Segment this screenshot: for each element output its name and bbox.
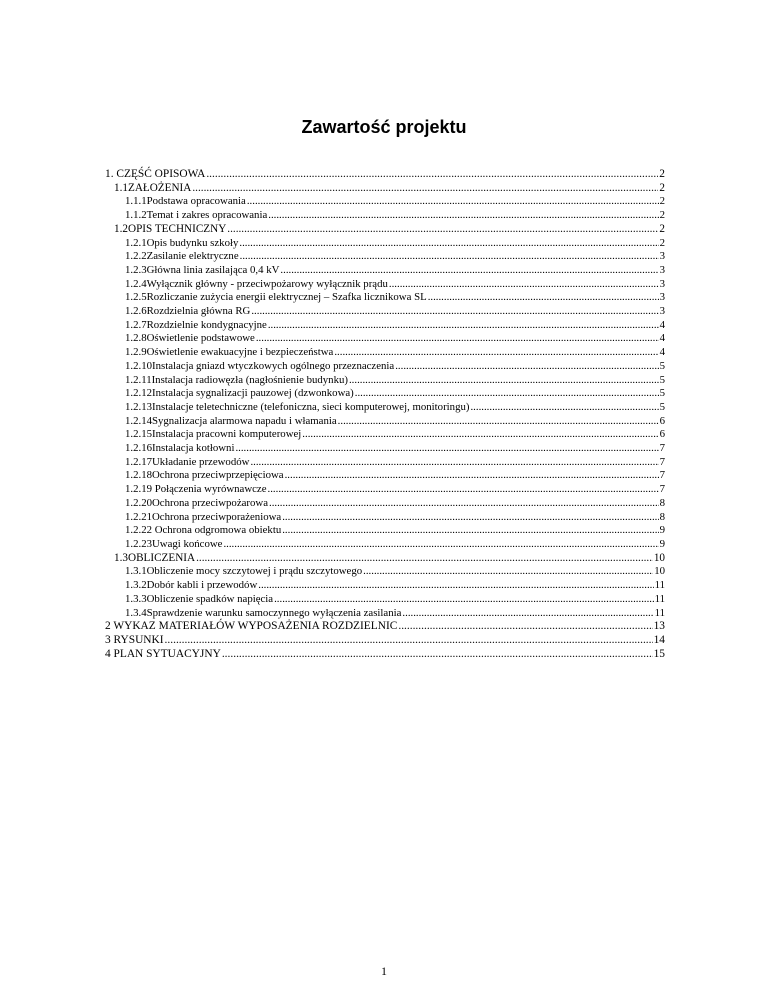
toc-entry[interactable] (105, 374, 665, 388)
toc-leader-dots (389, 278, 659, 292)
toc-entry-title: 1.2.13Instalacje teletechniczne (telefoniczna, sieci komputerowej, monitoringu) (125, 400, 470, 413)
toc-entry-title: 1.2OPIS TECHNICZNY (114, 222, 227, 235)
toc-leader-dots (282, 511, 658, 525)
toc-entry[interactable] (105, 346, 665, 360)
toc-entry[interactable] (105, 620, 665, 634)
toc-leader-dots (268, 209, 658, 223)
toc-leader-dots (165, 634, 653, 648)
toc-entry[interactable] (105, 634, 665, 648)
toc-leader-dots (227, 223, 658, 237)
toc-entry-page: 3 (659, 305, 665, 318)
toc-entry-title: 1.2.9Oświetlenie ewakuacyjne i bezpieczeństwa (125, 346, 334, 359)
toc-entry[interactable] (105, 456, 665, 470)
toc-leader-dots (222, 648, 653, 662)
toc-entry[interactable] (105, 497, 665, 511)
toc-entry-page: 7 (659, 455, 665, 468)
toc-leader-dots (363, 565, 653, 579)
toc-leader-dots (470, 401, 658, 415)
toc-entry-page: 3 (659, 291, 665, 304)
toc-entry-title: 1.2.15Instalacja pracowni komputerowej (125, 428, 302, 441)
toc-entry-page: 9 (659, 537, 665, 550)
toc-entry[interactable] (105, 579, 665, 593)
toc-entry-title: 1.2.11Instalacja radiowęzła (nagłośnienie budynku) (125, 373, 348, 386)
toc-leader-dots (282, 524, 658, 538)
toc-entry[interactable] (105, 428, 665, 442)
toc-entry[interactable] (105, 552, 665, 566)
toc-leader-dots (338, 415, 659, 429)
toc-entry-page: 3 (659, 277, 665, 290)
toc-leader-dots (274, 593, 653, 607)
toc-entry-title: 1.2.23Uwagi końcowe (125, 537, 223, 550)
toc-entry-page: 3 (659, 250, 665, 263)
toc-entry-title: 1.2.19 Połączenia wyrównawcze (125, 483, 267, 496)
toc-entry[interactable] (105, 387, 665, 401)
toc-entry-title: 1.2.5Rozliczanie zużycia energii elektrycznej – Szafka licznikowa SL (125, 291, 427, 304)
toc-entry[interactable] (105, 237, 665, 251)
toc-entry-title: 1.2.7Rozdzielnie kondygnacyjne (125, 318, 267, 331)
toc-entry[interactable] (105, 168, 665, 182)
toc-entry-page: 2 (659, 195, 665, 208)
toc-entry-title: 1.2.16Instalacja kotłowni (125, 442, 235, 455)
toc-entry[interactable] (105, 648, 665, 662)
toc-leader-dots (256, 332, 659, 346)
toc-entry[interactable] (105, 264, 665, 278)
toc-entry[interactable] (105, 524, 665, 538)
toc-entry-title: 2 WYKAZ MATERIAŁÓW WYPOSAŻENIA ROZDZIELNIC (105, 620, 398, 633)
toc-leader-dots (196, 552, 653, 566)
toc-leader-dots (398, 620, 652, 634)
toc-entry-page: 11 (654, 606, 665, 619)
toc-entry[interactable] (105, 223, 665, 237)
toc-entry-page: 11 (654, 579, 665, 592)
toc-entry[interactable] (105, 483, 665, 497)
toc-entry-page: 5 (659, 387, 665, 400)
toc-entry-page: 11 (654, 592, 665, 605)
toc-leader-dots (395, 360, 658, 374)
toc-leader-dots (268, 483, 659, 497)
toc-leader-dots (268, 319, 659, 333)
toc-entry-title: 1.2.2Zasilanie elektryczne (125, 250, 239, 263)
toc-entry[interactable] (105, 182, 665, 196)
document-title: Zawartość projektu (301, 117, 467, 137)
toc-leader-dots (192, 182, 658, 196)
toc-entry-title: 1.3.3Obliczenie spadków napięcia (125, 592, 274, 605)
toc-entry[interactable] (105, 607, 665, 621)
toc-entry-title: 1.3.2Dobór kabli i przewodów (125, 579, 258, 592)
toc-entry-page: 6 (659, 414, 665, 427)
toc-leader-dots (206, 168, 658, 182)
toc-entry-page: 7 (659, 483, 665, 496)
toc-entry-title: 1.2.10Instalacja gniazd wtyczkowych ogólnego przeznaczenia (125, 359, 395, 372)
toc-entry[interactable] (105, 278, 665, 292)
page-number: 1 (381, 964, 387, 978)
toc-leader-dots (251, 305, 658, 319)
table-of-contents (105, 168, 665, 661)
toc-entry[interactable] (105, 360, 665, 374)
toc-leader-dots (302, 428, 658, 442)
toc-entry-page: 7 (659, 469, 665, 482)
toc-entry-title: 1.3.4Sprawdzenie warunku samoczynnego wyłączenia zasilania (125, 606, 402, 619)
toc-entry[interactable] (105, 511, 665, 525)
toc-entry-page: 2 (659, 168, 665, 180)
toc-entry-page: 15 (653, 647, 665, 660)
toc-entry[interactable] (105, 538, 665, 552)
toc-entry[interactable] (105, 415, 665, 429)
toc-leader-dots (280, 264, 658, 278)
toc-entry-page: 9 (659, 524, 665, 537)
toc-entry-page: 10 (654, 565, 665, 578)
toc-entry-title: 4 PLAN SYTUACYJNY (105, 647, 221, 660)
toc-entry-page: 4 (659, 332, 665, 345)
toc-leader-dots (428, 291, 659, 305)
toc-entry[interactable] (105, 332, 665, 346)
toc-entry-page: 5 (659, 400, 665, 413)
toc-leader-dots (247, 195, 659, 209)
toc-entry[interactable] (105, 593, 665, 607)
toc-entry-page: 13 (653, 620, 665, 633)
toc-entry[interactable] (105, 250, 665, 264)
toc-entry-title: 1.2.22 Ochrona odgromowa obiektu (125, 524, 282, 537)
toc-leader-dots (258, 579, 653, 593)
toc-entry-page: 2 (659, 209, 665, 222)
toc-entry-page: 2 (659, 181, 665, 194)
toc-entry-page: 8 (659, 510, 665, 523)
toc-entry-page: 7 (659, 442, 665, 455)
toc-entry[interactable] (105, 469, 665, 483)
toc-entry-title: 1.2.3Główna linia zasilająca 0,4 kV (125, 263, 280, 276)
toc-entry-page: 2 (659, 222, 665, 235)
toc-leader-dots (240, 250, 659, 264)
toc-entry-page: 4 (659, 346, 665, 359)
toc-leader-dots (239, 237, 658, 251)
toc-entry-title: 1.1.2Temat i zakres opracowania (125, 209, 268, 222)
toc-leader-dots (349, 374, 659, 388)
toc-entry-page: 10 (653, 551, 665, 564)
toc-entry-title: 1.2.4Wyłącznik główny - przeciwpożarowy wyłącznik prądu (125, 277, 388, 290)
toc-entry-page: 4 (659, 318, 665, 331)
toc-entry[interactable] (105, 195, 665, 209)
toc-leader-dots (334, 346, 658, 360)
toc-entry-page: 6 (659, 428, 665, 441)
toc-leader-dots (269, 497, 659, 511)
toc-entry[interactable] (105, 442, 665, 456)
toc-entry[interactable] (105, 305, 665, 319)
toc-entry-title: 1.3OBLICZENIA (114, 551, 196, 564)
toc-entry-title: 1.2.1Opis budynku szkoły (125, 236, 239, 249)
toc-entry-title: 1.2.14Sygnalizacja alarmowa napadu i włamania (125, 414, 337, 427)
toc-entry[interactable] (105, 209, 665, 223)
toc-entry-title: 1.1ZAŁOŻENIA (114, 181, 192, 194)
toc-leader-dots (355, 387, 659, 401)
toc-entry-page: 14 (653, 633, 665, 646)
toc-entry[interactable] (105, 565, 665, 579)
toc-leader-dots (250, 456, 658, 470)
toc-entry[interactable] (105, 319, 665, 333)
toc-entry-title: 1.2.8Oświetlenie podstawowe (125, 332, 255, 345)
toc-entry-page: 2 (659, 236, 665, 249)
toc-entry-page: 3 (659, 263, 665, 276)
toc-entry-title: 1.2.21Ochrona przeciwporażeniowa (125, 510, 282, 523)
toc-entry[interactable] (105, 291, 665, 305)
toc-entry[interactable] (105, 401, 665, 415)
toc-entry-title: 1.2.6Rozdzielnia główna RG (125, 305, 251, 318)
toc-entry-title: 1.3.1Obliczenie mocy szczytowej i prądu szczytowego (125, 565, 363, 578)
toc-leader-dots (223, 538, 658, 552)
toc-entry-title: 1.2.17Układanie przewodów (125, 455, 250, 468)
toc-entry-title: 1.2.18Ochrona przeciwprzepięciowa (125, 469, 284, 482)
toc-entry-title: 1.2.20Ochrona przeciwpożarowa (125, 496, 268, 509)
toc-leader-dots (285, 469, 659, 483)
toc-entry-title: 1.2.12Instalacja sygnalizacji pauzowej (dzwonkowa) (125, 387, 354, 400)
toc-entry-page: 5 (659, 359, 665, 372)
toc-entry-page: 5 (659, 373, 665, 386)
toc-entry-title: 1. CZĘŚĆ OPISOWA (105, 168, 206, 180)
toc-entry-title: 3 RYSUNKI (105, 633, 164, 646)
toc-leader-dots (402, 607, 653, 621)
toc-leader-dots (235, 442, 658, 456)
toc-entry-page: 8 (659, 496, 665, 509)
toc-entry-title: 1.1.1Podstawa opracowania (125, 195, 246, 208)
